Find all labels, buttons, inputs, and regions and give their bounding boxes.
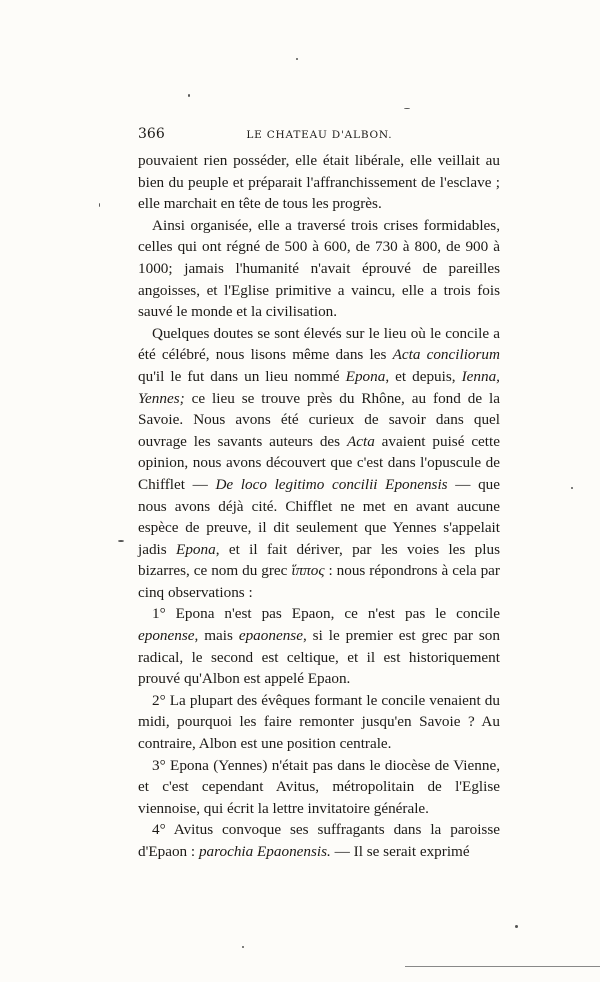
text-run: 2° La plupart des évêques formant le concile venaient du midi, pourquoi les faire remonter jusqu'en Savoie ? Au contraire, Albon est une position centrale.	[138, 691, 500, 753]
text-run: Quelques doutes se sont élevés sur le lieu où le concile a été célébré, nous lisons même dans les	[138, 324, 500, 364]
paragraph	[138, 150, 500, 215]
running-title: LE CHATEAU D'ALBON.	[246, 129, 393, 141]
text-run: avaient puisé cette opinion, nous avons découvert que c'est dans l'opuscule de Chifflet —	[138, 432, 500, 493]
text-run: , et il fait dériver, par les voies les plus bizarres, ce nom du grec	[138, 540, 501, 580]
paragraph	[138, 690, 500, 755]
italic-text: eponense	[138, 627, 195, 645]
text-run: pouvaient rien posséder, elle était libérale, elle veillait au bien du peuple et préparait l'affranchissement de l'esclave ; elle marchait en tête de tous les progrès.	[138, 152, 500, 213]
scan-speck	[296, 58, 298, 60]
scan-speck	[188, 94, 190, 97]
text-run: : nous répondrons à cela par cinq observations :	[138, 562, 500, 601]
italic-text: epaonense	[238, 627, 303, 645]
scan-speck	[242, 946, 244, 948]
text-run: Ainsi organisée, elle a traversé trois crises formidables, celles qui ont régné de 500 à 600, de 730 à 800, de 900 à 1000; jamais l'humanité n'avait éprouvé de pareilles angoisses, et l'Eglise primitive a vaincu, elle a trois fois sauvé le monde et la civilisation.	[138, 216, 500, 321]
italic-text: Epona	[345, 367, 386, 385]
scan-speck	[515, 925, 518, 928]
scan-edge-line	[405, 966, 600, 967]
italic-text: Epona	[176, 540, 216, 558]
paragraph	[138, 819, 500, 862]
text-run: — Il se serait exprimé	[330, 843, 470, 860]
text-run: ce lieu se trouve près du Rhône, au fond de la Savoie. Nous avons été curieux de savoir dans quel ouvrage les savants auteurs des	[138, 389, 500, 450]
scan-speck	[99, 203, 100, 207]
page-number: 366	[138, 126, 165, 142]
text-run: , et depuis,	[385, 367, 462, 385]
scan-speck	[404, 108, 410, 109]
italic-text: Ienna, Yennes;	[138, 367, 500, 407]
text-run: 4° Avitus convoque ses suffragants dans la paroisse d'Epaon :	[138, 821, 500, 860]
paragraph	[138, 755, 500, 820]
italic-text: parochia Epaonensis.	[198, 843, 331, 860]
italic-text: Acta	[346, 432, 375, 450]
text-run: , mais	[194, 627, 239, 645]
text-run: , si le premier est grec par son radical, le second est celtique, et il est historiquement prouvé qu'Albon est appelé Epaon.	[138, 627, 500, 688]
scan-speck	[118, 540, 124, 542]
text-run: qu'il le fut dans un lieu nommé	[138, 367, 346, 385]
paragraph	[138, 215, 500, 323]
running-head	[138, 126, 500, 150]
italic-text: De loco legitimo concilii Eponensis	[215, 475, 448, 493]
scan-speck	[571, 487, 573, 489]
text-run: 3° Epona (Yennes) n'était pas dans le diocèse de Vienne, et c'est cependant Avitus, métropolitain de l'Eglise viennoise, qui écrit la lettre invitatoire générale.	[138, 756, 500, 817]
italic-text: ἵππος	[291, 562, 325, 580]
body-text	[138, 150, 500, 863]
italic-text: Acta conciliorum	[392, 346, 500, 364]
paragraph	[138, 603, 500, 689]
paragraph	[138, 323, 500, 604]
text-run: — que nous avons déjà cité. Chifflet ne met en avant aucune espèce de preuve, il dit seulement que Yennes s'appelait jadis	[138, 475, 500, 558]
book-page	[138, 126, 500, 863]
text-run: 1° Epona n'est pas Epaon, ce n'est pas le concile	[152, 605, 500, 623]
